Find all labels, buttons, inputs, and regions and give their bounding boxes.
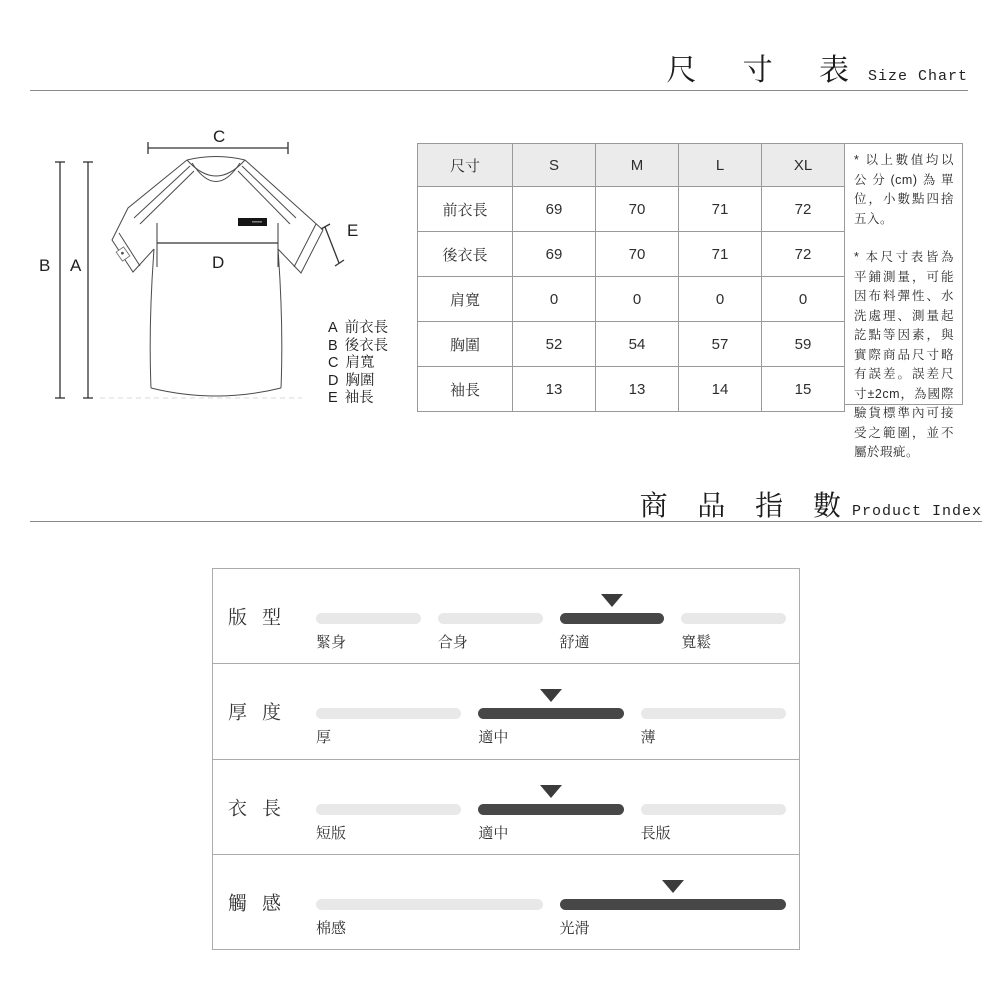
index-scale xyxy=(316,594,786,652)
cell-value: 15 xyxy=(762,367,845,412)
scale-bar xyxy=(681,613,786,624)
selected-marker-icon xyxy=(540,689,562,702)
scale-option-label: 舒適 xyxy=(559,634,590,651)
divider-top xyxy=(30,90,968,91)
table-row xyxy=(418,277,845,322)
scale-option xyxy=(641,785,786,843)
cell-value: 59 xyxy=(762,322,845,367)
scale-option-label: 薄 xyxy=(640,729,656,747)
table-row xyxy=(418,367,845,412)
legend-label: 胸圍 xyxy=(345,372,375,389)
scale-bar xyxy=(478,708,623,719)
index-row-thickness xyxy=(213,663,799,758)
index-row-touch xyxy=(213,854,799,949)
table-row xyxy=(418,187,845,232)
cell-value: 14 xyxy=(679,367,762,412)
legend-label: 後衣長 xyxy=(344,337,389,354)
legend-item xyxy=(328,355,388,373)
size-table-header-cell: L xyxy=(679,144,762,187)
dim-label-e: E xyxy=(347,221,359,240)
scale-option xyxy=(316,689,461,747)
scale-bar xyxy=(478,804,623,815)
scale-option xyxy=(438,594,543,652)
legend-label: 肩寬 xyxy=(345,355,375,371)
dim-label-a: A xyxy=(70,256,82,275)
scale-option-label: 厚 xyxy=(316,729,332,747)
index-row-length xyxy=(213,759,799,854)
legend-key: A xyxy=(328,320,338,336)
row-label: 袖長 xyxy=(418,367,513,412)
legend-item xyxy=(328,373,388,391)
dimension-labels xyxy=(39,127,358,275)
row-label: 前衣長 xyxy=(418,187,513,232)
scale-option-selected xyxy=(478,689,623,747)
size-table-header-row xyxy=(418,144,845,187)
scale-option xyxy=(641,689,786,747)
scale-option-selected xyxy=(478,785,623,843)
scale-bar xyxy=(641,708,786,719)
size-chart-title xyxy=(666,45,968,89)
scale-bar xyxy=(316,708,461,719)
scale-option-selected xyxy=(560,594,665,652)
cell-value: 57 xyxy=(679,322,762,367)
index-row-label: 厚度 xyxy=(228,702,297,724)
legend-key: D xyxy=(328,372,339,389)
index-scale xyxy=(316,689,786,747)
scale-option-label: 棉感 xyxy=(316,919,347,937)
cell-value: 72 xyxy=(762,232,845,277)
scale-bar xyxy=(641,804,786,815)
scale-option xyxy=(316,594,421,652)
measurement-notes xyxy=(844,143,963,459)
row-label: 後衣長 xyxy=(418,232,513,277)
scale-option-label: 長版 xyxy=(640,824,671,842)
size-chart-title-en: Size Chart xyxy=(867,68,968,85)
cell-value: 70 xyxy=(596,187,679,232)
product-index-title-en: Product Index xyxy=(851,503,982,520)
scale-option-label: 適中 xyxy=(478,729,509,747)
dim-label-d: D xyxy=(212,253,225,272)
divider-mid xyxy=(30,521,982,522)
table-row xyxy=(418,322,845,367)
product-index-title xyxy=(640,484,982,524)
measurement-legend xyxy=(328,320,388,408)
legend-label: 前衣長 xyxy=(344,320,389,336)
cell-value: 54 xyxy=(596,322,679,367)
cell-value: 0 xyxy=(762,277,845,322)
size-table-header-cell: 尺寸 xyxy=(418,144,513,187)
legend-key: B xyxy=(328,337,338,354)
selected-marker-icon xyxy=(662,880,684,893)
index-scale xyxy=(316,880,786,938)
scale-bar xyxy=(316,804,461,815)
scale-option-label: 合身 xyxy=(437,634,468,651)
index-row-label: 觸感 xyxy=(228,893,297,915)
cell-value: 13 xyxy=(596,367,679,412)
legend-item xyxy=(328,390,388,408)
scale-option-label: 短版 xyxy=(316,824,347,842)
cell-value: 0 xyxy=(513,277,596,322)
cell-value: 69 xyxy=(513,187,596,232)
index-row-label: 衣長 xyxy=(228,798,297,820)
scale-bar xyxy=(438,613,543,624)
legend-label: 袖長 xyxy=(344,390,374,406)
scale-option-label: 寬鬆 xyxy=(681,634,712,651)
size-table-header-cell: S xyxy=(513,144,596,187)
scale-bar xyxy=(560,899,787,910)
cell-value: 71 xyxy=(679,187,762,232)
legend-key: C xyxy=(328,355,339,371)
scale-option-selected xyxy=(560,880,787,938)
cell-value: 71 xyxy=(679,232,762,277)
row-label: 肩寬 xyxy=(418,277,513,322)
size-table-header-cell: M xyxy=(596,144,679,187)
scale-option xyxy=(316,785,461,843)
legend-key: E xyxy=(328,390,338,406)
scale-option xyxy=(681,594,786,652)
scale-option-label: 光滑 xyxy=(559,919,590,937)
scale-bar xyxy=(316,899,543,910)
cell-value: 72 xyxy=(762,187,845,232)
cell-value: 0 xyxy=(596,277,679,322)
size-table xyxy=(417,143,845,412)
note-unit: * 以上數值均以公分(cm)為單位，小數點四捨五入。 xyxy=(854,153,954,226)
dimension-lines xyxy=(55,142,344,398)
cell-value: 0 xyxy=(679,277,762,322)
size-table-header-cell: XL xyxy=(762,144,845,187)
cell-value: 13 xyxy=(513,367,596,412)
index-scale xyxy=(316,785,786,843)
cell-value: 69 xyxy=(513,232,596,277)
selected-marker-icon xyxy=(540,785,562,798)
tshirt-outline xyxy=(112,157,323,397)
scale-bar xyxy=(560,613,665,624)
index-row-label: 版型 xyxy=(228,607,297,629)
product-index-panel xyxy=(212,568,800,950)
row-label: 胸圍 xyxy=(418,322,513,367)
scale-option-label: 緊身 xyxy=(316,634,347,651)
cell-value: 52 xyxy=(513,322,596,367)
legend-item xyxy=(328,320,388,338)
scale-bar xyxy=(316,613,421,624)
scale-option xyxy=(316,880,543,938)
legend-item xyxy=(328,338,388,356)
cell-value: 70 xyxy=(596,232,679,277)
size-chart-title-zh: 尺 寸 表 xyxy=(666,54,868,87)
table-row xyxy=(418,232,845,277)
dim-label-b: B xyxy=(39,256,51,275)
dim-label-c: C xyxy=(213,127,226,146)
scale-option-label: 適中 xyxy=(478,824,509,842)
selected-marker-icon xyxy=(601,594,623,607)
product-index-title-zh: 商 品 指 數 xyxy=(639,490,852,521)
chest-logo-text-mark xyxy=(252,221,262,223)
index-row-fit xyxy=(213,569,799,663)
note-tolerance: * 本尺寸表皆為平鋪測量，可能因布料彈性、水洗處理、測量起訖點等因素，與實際商品尺寸略有誤差。誤差尺寸±2cm，為國際驗貨標準內可接受之範圍，並不屬於瑕疵。 xyxy=(854,250,954,459)
